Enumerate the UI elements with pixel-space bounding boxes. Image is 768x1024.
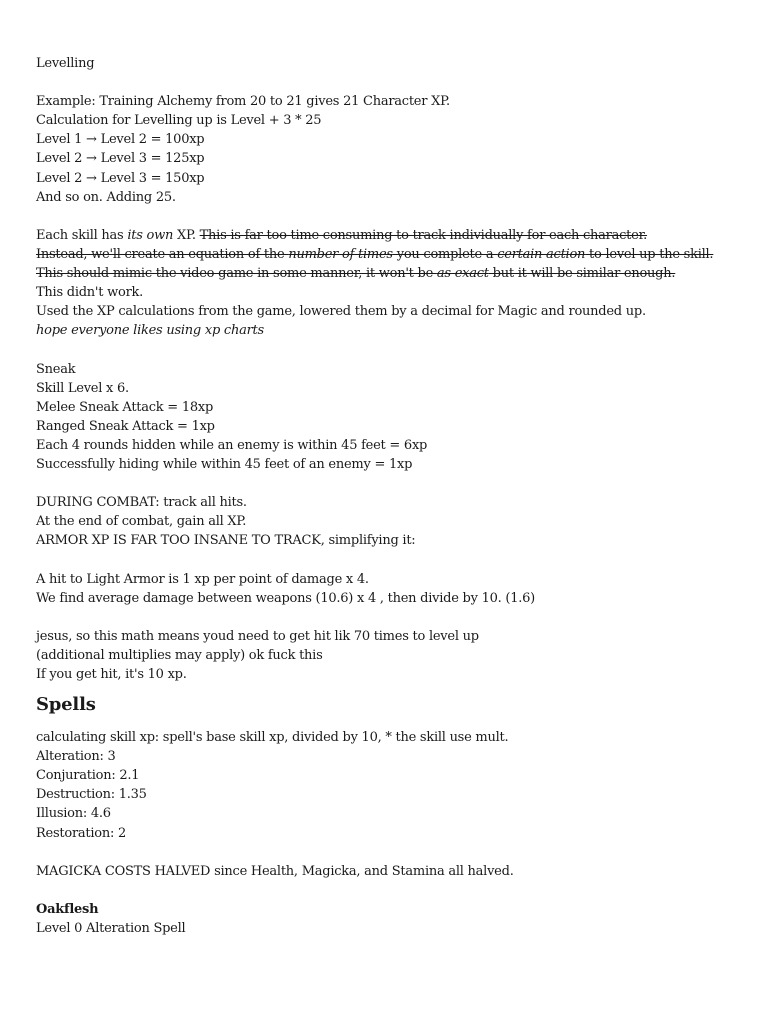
sneak-line: Ranged Sneak Attack = 1xp: [36, 418, 215, 434]
sneak-line: Melee Sneak Attack = 18xp: [36, 399, 214, 415]
text-run: Instead, we'll create an equation of the: [36, 246, 289, 262]
italic-run: number of times: [288, 246, 393, 262]
school-line: Destruction: 1.35: [36, 787, 147, 803]
spacer: [36, 608, 736, 627]
spells-heading: Spells: [36, 694, 96, 716]
spacer: [36, 881, 736, 900]
spacer: [36, 843, 736, 862]
armor-line: We find average damage between weapons (10.6) x 4 , then divide by 10. (1.6): [36, 590, 535, 606]
document-page: [36, 54, 736, 938]
and-so-on-line: And so on. Adding 25.: [36, 189, 176, 205]
combat-line: DURING COMBAT: track all hits.: [36, 495, 247, 511]
hope-line: [36, 321, 736, 340]
text-run: you complete a: [392, 246, 498, 262]
note-line: If you get hit, it's 10 xp.: [36, 667, 187, 682]
spacer: [36, 474, 736, 493]
text-run: XP.: [173, 227, 200, 243]
school-line: Restoration: 2: [36, 825, 127, 841]
spacer: [36, 207, 736, 226]
levelling-calculation: Calculation for Levelling up is Level + 3 * 25: [36, 113, 322, 129]
level-line-2: Level 2 → Level 3 = 125xp: [36, 151, 205, 167]
note-line: (additional multiplies may apply) ok fuck this: [36, 647, 323, 663]
spacer: [36, 340, 736, 359]
combat-line: At the end of combat, gain all XP.: [36, 514, 247, 530]
text-run: This should mimic the video game in some manner, it won't be: [36, 266, 437, 282]
spacer: [36, 73, 736, 92]
italic-run: its own: [127, 227, 174, 243]
levelling-title: Levelling: [36, 56, 95, 71]
magicka-line: MAGICKA COSTS HALVED since Health, Magicka, and Stamina all halved.: [36, 863, 514, 879]
level-line-1: Level 1 → Level 2 = 100xp: [36, 132, 205, 148]
didnt-work-line: This didn't work.: [36, 285, 144, 301]
skill-paragraph-line-2: [36, 245, 736, 264]
italic-run: as exact: [436, 266, 489, 282]
levelling-example: Example: Training Alchemy from 20 to 21 gives 21 Character XP.: [36, 94, 450, 110]
sneak-line: Successfully hiding while within 45 feet of an enemy = 1xp: [36, 456, 413, 472]
combat-line: ARMOR XP IS FAR TOO INSANE TO TRACK, simplifying it:: [36, 533, 416, 549]
school-line: Conjuration: 2.1: [36, 768, 140, 784]
text-run: to level up the skill.: [585, 246, 714, 262]
italic-run: certain action: [497, 246, 586, 262]
text-run: Each skill has: [36, 227, 128, 243]
sneak-title: Sneak: [36, 361, 76, 377]
level-line-3: Level 2 → Level 3 = 150xp: [36, 170, 205, 186]
spell-name: Oakflesh: [36, 901, 99, 917]
spells-calc-line: calculating skill xp: spell's base skill xp, divided by 10, * the skill use mult.: [36, 730, 509, 746]
used-xp-line: Used the XP calculations from the game, lowered them by a decimal for Magic and rounded up.: [36, 304, 646, 320]
skill-paragraph-line-1: [36, 226, 736, 245]
school-line: Alteration: 3: [36, 749, 116, 765]
note-line: jesus, so this math means youd need to get hit lik 70 times to level up: [36, 628, 479, 644]
spacer: [36, 550, 736, 569]
skill-paragraph-line-3: [36, 264, 736, 283]
sneak-line: Each 4 rounds hidden while an enemy is within 45 feet = 6xp: [36, 437, 428, 453]
strikethrough-run: This is far too time consuming to track individually for each character.: [199, 227, 648, 243]
sneak-line: Skill Level x 6.: [36, 380, 129, 396]
armor-line: A hit to Light Armor is 1 xp per point of damage x 4.: [36, 571, 369, 587]
school-line: Illusion: 4.6: [36, 806, 111, 822]
text-run: but it will be similar enough.: [488, 266, 676, 282]
spell-level-line: Level 0 Alteration Spell: [36, 921, 186, 937]
italic-run: hope everyone likes using xp charts: [36, 323, 264, 339]
